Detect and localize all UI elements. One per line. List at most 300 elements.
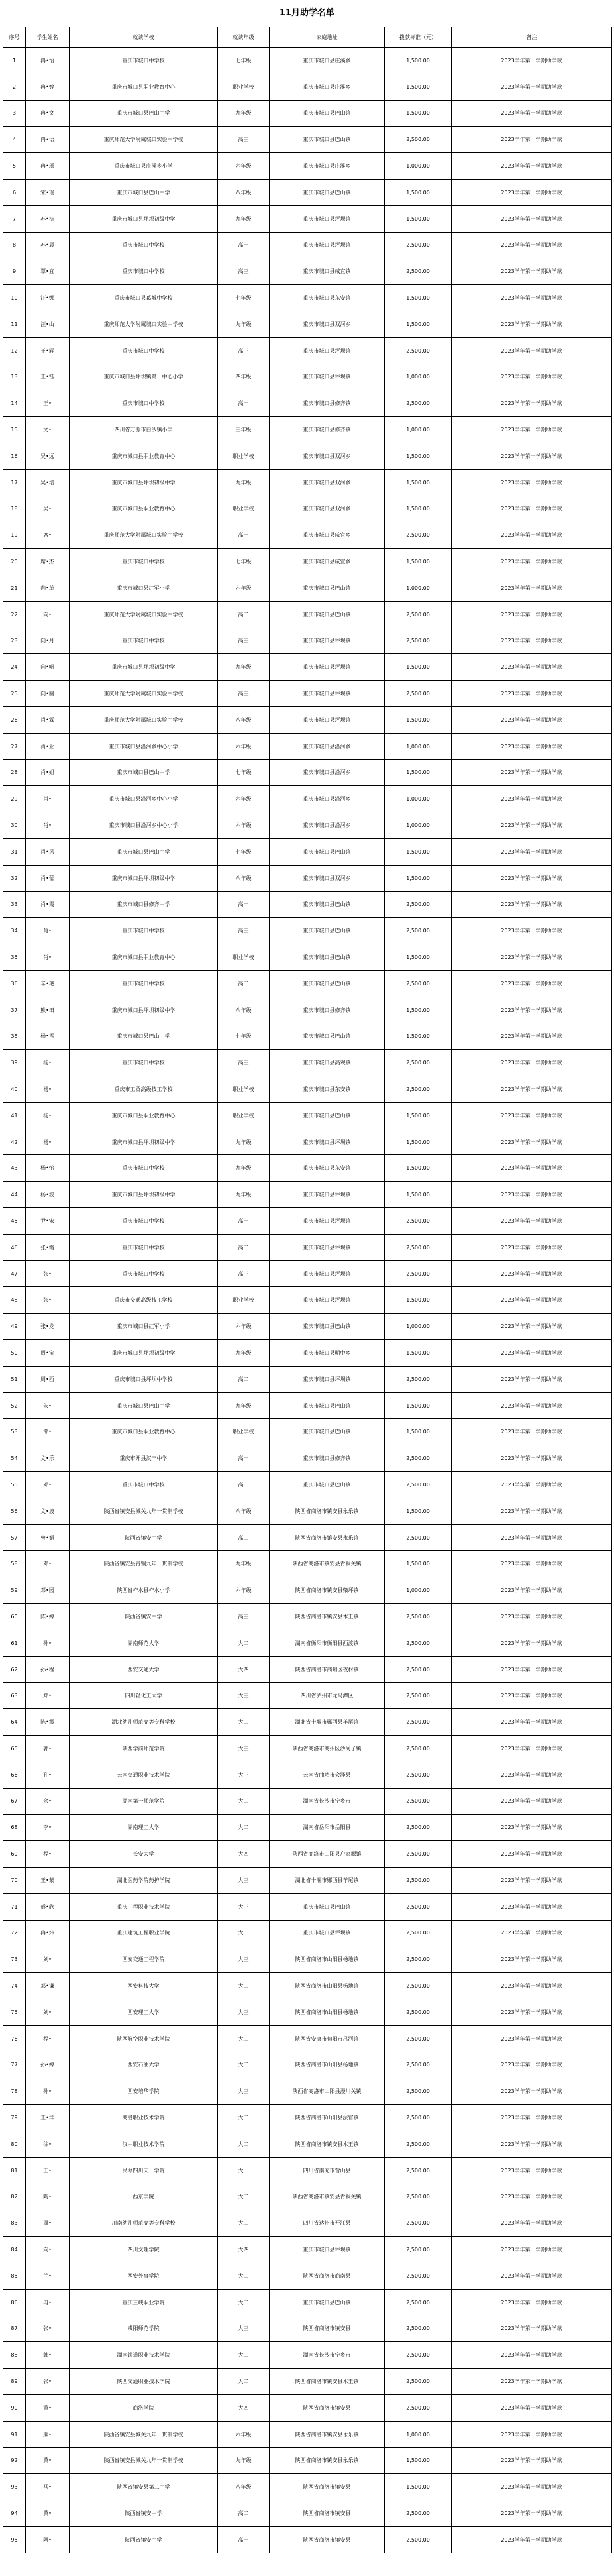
grade-cell: 职业学校 — [218, 443, 270, 469]
school-cell: 西京学院 — [70, 2184, 218, 2210]
row-index-cell: 26 — [3, 706, 26, 733]
row-index-cell: 59 — [3, 1577, 26, 1604]
amount-cell: 2,500.00 — [385, 1656, 452, 1683]
school-cell: 重庆市城口中学校 — [70, 232, 218, 258]
note-cell: 2023学年第一学期助学款 — [452, 1604, 612, 1630]
grade-cell: 大三 — [218, 1762, 270, 1788]
row-index-cell: 67 — [3, 1788, 26, 1815]
table-row — [3, 2500, 612, 2527]
row-index-cell: 87 — [3, 2316, 26, 2342]
student-name-cell: 邓•园 — [26, 1577, 70, 1604]
student-name-cell: 辛•艳 — [26, 970, 70, 997]
amount-cell: 1,000.00 — [385, 575, 452, 601]
table-row — [3, 1023, 612, 1050]
grade-cell: 高二 — [218, 2500, 270, 2527]
table-row — [3, 1920, 612, 1946]
school-cell: 重庆市城口中学校 — [70, 1234, 218, 1260]
note-cell: 2023学年第一学期助学款 — [452, 970, 612, 997]
amount-cell: 1,500.00 — [385, 1498, 452, 1524]
row-index-cell: 11 — [3, 311, 26, 337]
table-row — [3, 258, 612, 285]
grade-cell: 大一 — [218, 2157, 270, 2184]
grade-cell: 九年级 — [218, 1129, 270, 1155]
student-name-cell: 兰• — [26, 2263, 70, 2289]
home-address-cell: 陕西省商洛市商南县 — [270, 2263, 385, 2289]
amount-cell: 2,500.00 — [385, 127, 452, 153]
amount-cell: 1,500.00 — [385, 1102, 452, 1129]
home-address-cell: 重庆市城口县修齐镇 — [270, 390, 385, 417]
student-name-cell: 吴• — [26, 496, 70, 522]
grant-table — [3, 27, 612, 2553]
school-cell: 重庆市城口县职业教育中心 — [70, 443, 218, 469]
note-cell: 2023学年第一学期助学款 — [452, 74, 612, 100]
grade-cell: 大四 — [218, 1656, 270, 1683]
home-address-cell: 陕西省商洛市镇安县永乐镇 — [270, 2421, 385, 2447]
note-cell: 2023学年第一学期助学款 — [452, 232, 612, 258]
school-cell: 四川轻化工大学 — [70, 1683, 218, 1709]
amount-cell: 2,500.00 — [385, 1076, 452, 1103]
table-row — [3, 1683, 612, 1709]
home-address-cell: 陕西省商洛市商州区夜村镇 — [270, 1656, 385, 1683]
home-address-cell: 陕西省商洛市镇安县永乐镇 — [270, 1524, 385, 1551]
student-name-cell: 王•辉 — [26, 337, 70, 364]
table-row — [3, 838, 612, 865]
amount-cell: 2,500.00 — [385, 1893, 452, 1920]
grade-cell: 大四 — [218, 1841, 270, 1868]
amount-cell: 2,500.00 — [385, 970, 452, 997]
amount-cell: 1,500.00 — [385, 1340, 452, 1367]
note-cell: 2023学年第一学期助学款 — [452, 2289, 612, 2316]
table-row — [3, 1102, 612, 1129]
student-name-cell: 王•洋 — [26, 2105, 70, 2131]
grade-cell: 大二 — [218, 1973, 270, 1999]
school-cell: 重庆市城口县葛城中学校 — [70, 285, 218, 311]
school-cell: 西安交通工程学院 — [70, 1946, 218, 1973]
note-cell: 2023学年第一学期助学款 — [452, 1736, 612, 1762]
grade-cell: 大三 — [218, 2078, 270, 2105]
note-cell: 2023学年第一学期助学款 — [452, 1182, 612, 1208]
student-name-cell: 孙•婷 — [26, 2052, 70, 2078]
student-name-cell: 汪•娜 — [26, 285, 70, 311]
row-index-cell: 18 — [3, 496, 26, 522]
table-row — [3, 100, 612, 127]
home-address-cell: 重庆市城口县坪坝镇 — [270, 1366, 385, 1392]
student-name-cell: 肖•姐 — [26, 759, 70, 786]
row-index-cell: 94 — [3, 2500, 26, 2527]
grade-cell: 职业学校 — [218, 944, 270, 971]
amount-cell: 2,500.00 — [385, 1472, 452, 1498]
row-index-cell: 84 — [3, 2237, 26, 2263]
home-address-cell: 重庆市城口县庄溪乡 — [270, 153, 385, 180]
student-name-cell: 孔• — [26, 1762, 70, 1788]
amount-cell: 1,500.00 — [385, 759, 452, 786]
amount-cell: 1,000.00 — [385, 364, 452, 390]
school-cell: 西安理工大学 — [70, 1999, 218, 2025]
table-row — [3, 2078, 612, 2105]
home-address-cell: 重庆市城口县巴山镇 — [270, 944, 385, 971]
note-cell: 2023学年第一学期助学款 — [452, 1050, 612, 1076]
school-cell: 重庆建筑工程职业学院 — [70, 1920, 218, 1946]
school-cell: 重庆市城口县巴山中学 — [70, 1392, 218, 1419]
note-cell: 2023学年第一学期助学款 — [452, 1392, 612, 1419]
table-row — [3, 1946, 612, 1973]
row-index-cell: 58 — [3, 1551, 26, 1577]
grade-cell: 大二 — [218, 2369, 270, 2395]
amount-cell: 2,500.00 — [385, 1366, 452, 1392]
row-index-cell: 16 — [3, 443, 26, 469]
row-index-cell: 5 — [3, 153, 26, 180]
amount-cell: 1,500.00 — [385, 1392, 452, 1419]
school-cell: 重庆市城口中学校 — [70, 1260, 218, 1287]
table-row — [3, 285, 612, 311]
amount-cell: 2,500.00 — [385, 1630, 452, 1656]
school-cell: 重庆市城口中学校 — [70, 628, 218, 654]
student-name-cell: 邓• — [26, 1551, 70, 1577]
grade-cell: 高三 — [218, 918, 270, 944]
table-row — [3, 2474, 612, 2500]
grade-cell: 九年级 — [218, 1551, 270, 1577]
student-name-cell: 宋•瑶 — [26, 179, 70, 205]
grade-cell: 大二 — [218, 1630, 270, 1656]
amount-cell: 1,500.00 — [385, 179, 452, 205]
home-address-cell: 重庆市城口县修齐镇 — [270, 1445, 385, 1472]
note-cell: 2023学年第一学期助学款 — [452, 1999, 612, 2025]
home-address-cell: 重庆市城口县东安镇 — [270, 1155, 385, 1182]
home-address-cell: 陕西省商洛市山阳县杨地镇 — [270, 1973, 385, 1999]
grade-cell: 八年级 — [218, 997, 270, 1023]
school-cell: 湖南理工大学 — [70, 1815, 218, 1841]
row-index-cell: 76 — [3, 2025, 26, 2052]
school-cell: 陕西省镇安中学 — [70, 2526, 218, 2553]
note-cell: 2023学年第一学期助学款 — [452, 179, 612, 205]
grade-cell: 高二 — [218, 601, 270, 628]
school-cell: 重庆市城口中学校 — [70, 1208, 218, 1235]
note-cell: 2023学年第一学期助学款 — [452, 1129, 612, 1155]
column-header-school: 就读学校 — [70, 27, 218, 48]
table-row — [3, 127, 612, 153]
page-title: 11月助学名单 — [279, 8, 335, 18]
home-address-cell: 重庆市城口县坪坝镇 — [270, 628, 385, 654]
home-address-cell: 重庆市城口县坪坝镇 — [270, 1208, 385, 1235]
school-cell: 湖南师范大学 — [70, 1630, 218, 1656]
school-cell: 湖北幼儿师范高等专科学校 — [70, 1709, 218, 1736]
school-cell: 重庆市交通高级技工学校 — [70, 1287, 218, 1314]
note-cell: 2023学年第一学期助学款 — [452, 997, 612, 1023]
note-cell: 2023学年第一学期助学款 — [452, 759, 612, 786]
home-address-cell: 重庆市城口县坪坝镇 — [270, 2237, 385, 2263]
note-cell: 2023学年第一学期助学款 — [452, 733, 612, 759]
student-name-cell: 阿• — [26, 2526, 70, 2553]
note-cell: 2023学年第一学期助学款 — [452, 891, 612, 918]
amount-cell: 1,000.00 — [385, 812, 452, 839]
note-cell: 2023学年第一学期助学款 — [452, 443, 612, 469]
note-cell: 2023学年第一学期助学款 — [452, 496, 612, 522]
row-index-cell: 89 — [3, 2369, 26, 2395]
student-name-cell: 杨•怡 — [26, 1155, 70, 1182]
student-name-cell: 杨• — [26, 1102, 70, 1129]
amount-cell: 1,500.00 — [385, 654, 452, 681]
amount-cell: 2,500.00 — [385, 2316, 452, 2342]
school-cell: 陕西省镇安中学 — [70, 2500, 218, 2527]
table-row — [3, 337, 612, 364]
home-address-cell: 重庆市城口县沿河乡 — [270, 733, 385, 759]
grade-cell: 大三 — [218, 1893, 270, 1920]
student-name-cell: 曾•娟 — [26, 1524, 70, 1551]
grade-cell: 九年级 — [218, 1155, 270, 1182]
student-name-cell: 熊•田 — [26, 997, 70, 1023]
row-index-cell: 49 — [3, 1314, 26, 1340]
school-cell: 重庆工程职业技术学院 — [70, 1893, 218, 1920]
home-address-cell: 重庆市城口县沿河乡 — [270, 759, 385, 786]
student-name-cell: 张•霞 — [26, 1234, 70, 1260]
row-index-cell: 64 — [3, 1709, 26, 1736]
row-index-cell: 68 — [3, 1815, 26, 1841]
school-cell: 重庆市城口县修齐中学 — [70, 891, 218, 918]
school-cell: 陕西省镇安中学 — [70, 1524, 218, 1551]
row-index-cell: 28 — [3, 759, 26, 786]
table-row — [3, 311, 612, 337]
school-cell: 陕西学前师范学院 — [70, 1736, 218, 1762]
home-address-cell: 重庆市城口县巴山镇 — [270, 918, 385, 944]
row-index-cell: 1 — [3, 48, 26, 74]
note-cell: 2023学年第一学期助学款 — [452, 337, 612, 364]
school-cell: 四川文理学院 — [70, 2237, 218, 2263]
grade-cell: 大三 — [218, 1946, 270, 1973]
school-cell: 陕西省镇安中学 — [70, 1604, 218, 1630]
table-row — [3, 2052, 612, 2078]
row-index-cell: 39 — [3, 1050, 26, 1076]
table-row — [3, 1419, 612, 1445]
table-row — [3, 1841, 612, 1868]
school-cell: 云南交通职业技术学院 — [70, 1762, 218, 1788]
home-address-cell: 重庆市城口县庄溪乡 — [270, 48, 385, 74]
student-name-cell: 冉•瑶 — [26, 153, 70, 180]
row-index-cell: 50 — [3, 1340, 26, 1367]
home-address-cell: 重庆市城口县巴山镇 — [270, 838, 385, 865]
amount-cell: 2,500.00 — [385, 2263, 452, 2289]
home-address-cell: 重庆市城口县双河乡 — [270, 469, 385, 496]
note-cell: 2023学年第一学期助学款 — [452, 1656, 612, 1683]
student-name-cell: 张• — [26, 2316, 70, 2342]
school-cell: 重庆市城口中学校 — [70, 1155, 218, 1182]
school-cell: 重庆市城口县红军小学 — [70, 1314, 218, 1340]
row-index-cell: 54 — [3, 1445, 26, 1472]
grade-cell: 大四 — [218, 2394, 270, 2421]
grade-cell: 高二 — [218, 1472, 270, 1498]
amount-cell: 2,500.00 — [385, 1445, 452, 1472]
table-row — [3, 1709, 612, 1736]
student-name-cell: 黄• — [26, 2394, 70, 2421]
table-row — [3, 1630, 612, 1656]
student-name-cell: 冉•婷 — [26, 74, 70, 100]
amount-cell: 2,500.00 — [385, 1208, 452, 1235]
row-index-cell: 80 — [3, 2131, 26, 2157]
amount-cell: 2,500.00 — [385, 2289, 452, 2316]
amount-cell: 2,500.00 — [385, 1260, 452, 1287]
grade-cell: 大二 — [218, 2025, 270, 2052]
student-name-cell: 朱• — [26, 1392, 70, 1419]
home-address-cell: 湖南省长沙市宁乡市 — [270, 1788, 385, 1815]
grade-cell: 高二 — [218, 1234, 270, 1260]
row-index-cell: 69 — [3, 1841, 26, 1868]
school-cell: 重庆师范大学附属城口实验中学校 — [70, 681, 218, 707]
home-address-cell: 湖南省长沙市宁乡市 — [270, 2342, 385, 2369]
row-index-cell: 15 — [3, 417, 26, 443]
grade-cell: 高三 — [218, 258, 270, 285]
table-row — [3, 179, 612, 205]
grade-cell: 七年级 — [218, 549, 270, 575]
table-row — [3, 1498, 612, 1524]
row-index-cell: 12 — [3, 337, 26, 364]
row-index-cell: 21 — [3, 575, 26, 601]
note-cell: 2023学年第一学期助学款 — [452, 1815, 612, 1841]
home-address-cell: 重庆市城口县坪坝镇 — [270, 1129, 385, 1155]
table-row — [3, 390, 612, 417]
table-row — [3, 1234, 612, 1260]
note-cell: 2023学年第一学期助学款 — [452, 838, 612, 865]
row-index-cell: 31 — [3, 838, 26, 865]
amount-cell: 2,500.00 — [385, 1999, 452, 2025]
note-cell: 2023学年第一学期助学款 — [452, 706, 612, 733]
table-row — [3, 575, 612, 601]
school-cell: 陕西省镇安县城关九年一贯制学校 — [70, 2421, 218, 2447]
grade-cell: 九年级 — [218, 100, 270, 127]
school-cell: 重庆市城口县庄溪乡小学 — [70, 153, 218, 180]
table-row — [3, 733, 612, 759]
amount-cell: 1,500.00 — [385, 706, 452, 733]
note-cell: 2023学年第一学期助学款 — [452, 100, 612, 127]
school-cell: 西安交通大学 — [70, 1656, 218, 1683]
note-cell: 2023学年第一学期助学款 — [452, 364, 612, 390]
note-cell: 2023学年第一学期助学款 — [452, 2157, 612, 2184]
grade-cell: 高二 — [218, 1524, 270, 1551]
row-index-cell: 88 — [3, 2342, 26, 2369]
amount-cell: 2,500.00 — [385, 2394, 452, 2421]
home-address-cell: 重庆市城口县双河乡 — [270, 311, 385, 337]
row-index-cell: 2 — [3, 74, 26, 100]
grade-cell: 八年级 — [218, 2474, 270, 2500]
school-cell: 重庆师范大学附属城口实验中学校 — [70, 601, 218, 628]
home-address-cell: 重庆市城口县庄溪乡 — [270, 74, 385, 100]
grade-cell: 职业学校 — [218, 1102, 270, 1129]
grade-cell: 高三 — [218, 628, 270, 654]
grade-cell: 高二 — [218, 970, 270, 997]
school-cell: 陕西省镇安县城关九年一贯制学校 — [70, 2447, 218, 2474]
note-cell: 2023学年第一学期助学款 — [452, 2500, 612, 2527]
table-row — [3, 2025, 612, 2052]
amount-cell: 1,500.00 — [385, 2474, 452, 2500]
note-cell: 2023学年第一学期助学款 — [452, 575, 612, 601]
student-name-cell: 肖•蕾 — [26, 865, 70, 891]
table-row — [3, 918, 612, 944]
note-cell: 2023学年第一学期助学款 — [452, 1893, 612, 1920]
row-index-cell: 86 — [3, 2289, 26, 2316]
amount-cell: 1,500.00 — [385, 1129, 452, 1155]
grade-cell: 高一 — [218, 522, 270, 549]
note-cell: 2023学年第一学期助学款 — [452, 1946, 612, 1973]
row-index-cell: 29 — [3, 786, 26, 812]
note-cell: 2023学年第一学期助学款 — [452, 2131, 612, 2157]
school-cell: 重庆市城口县坪坝镇第一中心小学 — [70, 364, 218, 390]
row-index-cell: 33 — [3, 891, 26, 918]
note-cell: 2023学年第一学期助学款 — [452, 1551, 612, 1577]
amount-cell: 2,500.00 — [385, 1815, 452, 1841]
school-cell: 四川省万源市白沙镇小学 — [70, 417, 218, 443]
note-cell: 2023学年第一学期助学款 — [452, 1472, 612, 1498]
table-row — [3, 2237, 612, 2263]
school-cell: 重庆市工贸高级技工学校 — [70, 1076, 218, 1103]
column-header-amount: 拨款标准（元） — [385, 27, 452, 48]
grade-cell: 大三 — [218, 2316, 270, 2342]
amount-cell: 1,000.00 — [385, 786, 452, 812]
home-address-cell: 陕西省商洛市商州区沙河子镇 — [270, 1736, 385, 1762]
row-index-cell: 71 — [3, 1893, 26, 1920]
grade-cell: 九年级 — [218, 205, 270, 232]
grade-cell: 大三 — [218, 1867, 270, 1893]
grade-cell: 职业学校 — [218, 1076, 270, 1103]
table-row — [3, 759, 612, 786]
row-index-cell: 63 — [3, 1683, 26, 1709]
amount-cell: 2,500.00 — [385, 2500, 452, 2527]
amount-cell: 1,500.00 — [385, 1419, 452, 1445]
school-cell: 重庆师范大学附属城口实验中学校 — [70, 311, 218, 337]
table-row — [3, 1551, 612, 1577]
school-cell: 重庆市城口中学校 — [70, 258, 218, 285]
table-row — [3, 1314, 612, 1340]
table-row — [3, 2289, 612, 2316]
table-row — [3, 970, 612, 997]
school-cell: 重庆市城口中学校 — [70, 390, 218, 417]
student-name-cell: 覃•宜 — [26, 258, 70, 285]
student-name-cell: 马• — [26, 2474, 70, 2500]
grade-cell: 七年级 — [218, 838, 270, 865]
row-index-cell: 14 — [3, 390, 26, 417]
row-index-cell: 78 — [3, 2078, 26, 2105]
student-name-cell: 文•波 — [26, 1498, 70, 1524]
amount-cell: 1,500.00 — [385, 74, 452, 100]
amount-cell: 2,500.00 — [385, 2078, 452, 2105]
grade-cell: 六年级 — [218, 786, 270, 812]
grade-cell: 高三 — [218, 1260, 270, 1287]
home-address-cell: 陕西省商洛市镇安县柴坪镇 — [270, 1577, 385, 1604]
student-name-cell: 周•宝 — [26, 1340, 70, 1367]
table-row — [3, 74, 612, 100]
school-cell: 重庆市城口县职业教育中心 — [70, 1419, 218, 1445]
amount-cell: 2,500.00 — [385, 2105, 452, 2131]
table-row — [3, 48, 612, 74]
grade-cell: 大二 — [218, 1709, 270, 1736]
note-cell: 2023学年第一学期助学款 — [452, 1287, 612, 1314]
home-address-cell: 陕西省商洛市镇安县木王镇 — [270, 2131, 385, 2157]
table-row — [3, 2316, 612, 2342]
row-index-cell: 34 — [3, 918, 26, 944]
amount-cell: 1,500.00 — [385, 1551, 452, 1577]
student-name-cell: 肖•亚 — [26, 733, 70, 759]
home-address-cell: 重庆市城口县高观镇 — [270, 1050, 385, 1076]
column-header-note: 备注 — [452, 27, 612, 48]
home-address-cell: 四川省泸州市龙马潭区 — [270, 1683, 385, 1709]
table-row — [3, 1973, 612, 1999]
note-cell: 2023学年第一学期助学款 — [452, 2421, 612, 2447]
table-row — [3, 2447, 612, 2474]
grade-cell: 高一 — [218, 232, 270, 258]
home-address-cell: 陕西省商洛市镇安县 — [270, 2394, 385, 2421]
amount-cell: 1,500.00 — [385, 2447, 452, 2474]
table-row — [3, 1577, 612, 1604]
grade-cell: 高一 — [218, 2526, 270, 2553]
note-cell: 2023学年第一学期助学款 — [452, 127, 612, 153]
row-index-cell: 47 — [3, 1260, 26, 1287]
